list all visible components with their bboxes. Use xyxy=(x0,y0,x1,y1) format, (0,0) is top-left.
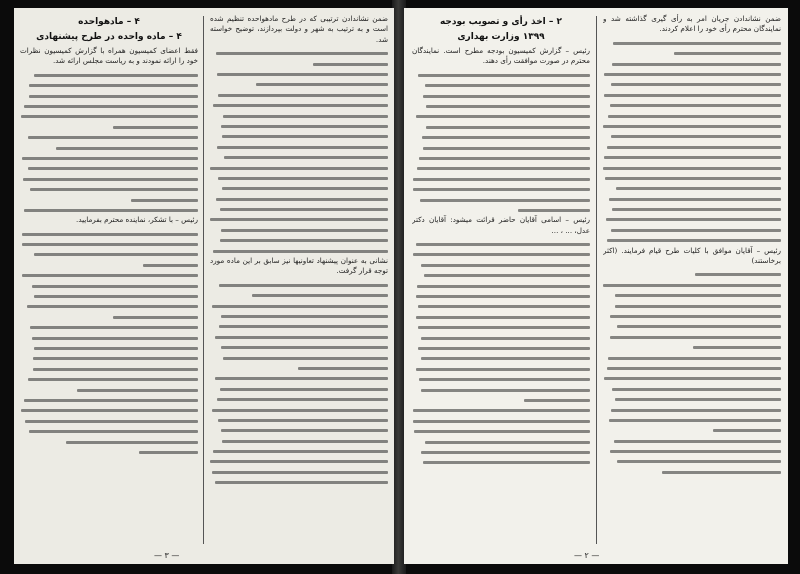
text-line xyxy=(412,80,590,90)
text-line xyxy=(210,415,388,425)
text-line xyxy=(603,321,781,331)
text-line xyxy=(412,122,590,132)
text-line xyxy=(210,384,388,394)
text-line xyxy=(210,467,388,477)
text-line xyxy=(603,225,781,235)
text-line xyxy=(412,184,590,194)
text-line xyxy=(603,142,781,152)
text-line xyxy=(20,132,198,142)
text-line xyxy=(603,183,781,193)
text-line xyxy=(20,101,198,111)
text-line xyxy=(210,142,388,152)
text-line xyxy=(412,322,590,332)
right-page-column-right xyxy=(603,14,781,548)
text-line xyxy=(603,69,781,79)
column-rule xyxy=(596,16,597,544)
text-line xyxy=(603,415,781,425)
text-line xyxy=(603,363,781,373)
text-line xyxy=(603,79,781,89)
text-line xyxy=(20,184,198,194)
text-line xyxy=(412,91,590,101)
paragraph: رئیس – گزارش کمیسیون بودجه مطرح است. نمایندگان محترم در صورت موافقت رأی دهند. xyxy=(412,46,590,66)
text-line xyxy=(412,111,590,121)
text-line xyxy=(20,70,198,80)
text-line xyxy=(603,59,781,69)
text-line xyxy=(412,426,590,436)
text-line xyxy=(20,405,198,415)
text-line xyxy=(603,353,781,363)
page-number: — ۲ — xyxy=(574,551,600,560)
text-line xyxy=(603,121,781,131)
text-line xyxy=(603,436,781,446)
text-line xyxy=(603,100,781,110)
text-line xyxy=(412,101,590,111)
text-line xyxy=(603,373,781,383)
text-line xyxy=(603,342,781,352)
text-line xyxy=(20,333,198,343)
text-line xyxy=(210,100,388,110)
text-line xyxy=(603,48,781,58)
text-line xyxy=(210,246,388,256)
text-line xyxy=(412,374,590,384)
text-line xyxy=(210,311,388,321)
text-line xyxy=(20,322,198,332)
text-line xyxy=(603,163,781,173)
text-line xyxy=(412,270,590,280)
text-line xyxy=(412,343,590,353)
text-line xyxy=(210,59,388,69)
text-line xyxy=(210,342,388,352)
text-line xyxy=(603,332,781,342)
text-line xyxy=(412,301,590,311)
text-line xyxy=(20,174,198,184)
text-line xyxy=(210,301,388,311)
text-line xyxy=(210,204,388,214)
text-lines-a xyxy=(210,48,388,256)
text-line xyxy=(603,290,781,300)
text-line xyxy=(412,395,590,405)
text-line xyxy=(20,249,198,259)
text-line xyxy=(20,80,198,90)
column-rule xyxy=(203,16,204,544)
paragraph: رئیس – آقایان موافق با کلیات طرح قیام فرمایند. (اکثر برخاستند) xyxy=(603,245,781,266)
text-line xyxy=(210,79,388,89)
text-line xyxy=(20,385,198,395)
text-line xyxy=(603,467,781,477)
text-line xyxy=(412,195,590,205)
text-line xyxy=(412,153,590,163)
text-line xyxy=(210,152,388,162)
text-line xyxy=(603,214,781,224)
text-line xyxy=(412,333,590,343)
text-line xyxy=(20,447,198,457)
text-line xyxy=(210,394,388,404)
text-line xyxy=(412,249,590,259)
text-line xyxy=(412,163,590,173)
text-line xyxy=(210,111,388,121)
text-line xyxy=(603,280,781,290)
text-line xyxy=(210,235,388,245)
text-line xyxy=(210,456,388,466)
text-line xyxy=(603,446,781,456)
text-line xyxy=(210,405,388,415)
text-line xyxy=(210,363,388,373)
section-subheading: ۱۳۹۹ وزارت بهداری xyxy=(457,32,545,42)
left-page xyxy=(14,8,394,564)
text-line xyxy=(412,457,590,467)
text-line xyxy=(20,281,198,291)
paragraph: ضمن نشاندادن ترتیبی که در طرح مادهواحده تنظیم شده است و به ترتیب به شهر و دولت بپردازند، توضیح خواسته شد. xyxy=(210,14,388,44)
text-line xyxy=(20,374,198,384)
section-subheading: ۴ – ماده واحده در طرح پیشنهادی xyxy=(36,32,182,42)
text-line xyxy=(20,122,198,132)
text-line xyxy=(412,364,590,374)
text-line xyxy=(603,235,781,245)
text-line xyxy=(20,312,198,322)
text-line xyxy=(210,90,388,100)
text-line xyxy=(210,69,388,79)
left-page-column-left xyxy=(20,14,198,548)
text-lines-c xyxy=(20,70,198,215)
text-line xyxy=(20,395,198,405)
text-line xyxy=(603,425,781,435)
text-line xyxy=(603,456,781,466)
text-line xyxy=(20,260,198,270)
text-line xyxy=(20,153,198,163)
text-lines-e xyxy=(603,38,781,246)
text-line xyxy=(210,446,388,456)
text-line xyxy=(210,436,388,446)
text-line xyxy=(20,239,198,249)
text-line xyxy=(412,239,590,249)
text-line xyxy=(603,90,781,100)
text-line xyxy=(603,131,781,141)
text-line xyxy=(412,437,590,447)
text-line xyxy=(603,301,781,311)
paragraph: نشانی به عنوان پیشنهاد تعاونیها نیز سابق بر این ماده مورد توجه قرار گرفت. xyxy=(210,256,388,276)
text-line xyxy=(20,143,198,153)
text-line xyxy=(20,364,198,374)
text-line xyxy=(603,405,781,415)
text-line xyxy=(20,111,198,121)
text-line xyxy=(20,291,198,301)
text-line xyxy=(210,332,388,342)
paragraph: فقط اعضای کمیسیون همراه با گزارش کمیسیون نظرات خود را ارائه نمودند و به ریاست مجلس ارائه شد. xyxy=(20,46,198,66)
text-line xyxy=(20,195,198,205)
text-line xyxy=(210,373,388,383)
text-line xyxy=(20,343,198,353)
text-line xyxy=(603,111,781,121)
text-line xyxy=(20,205,198,215)
text-line xyxy=(412,447,590,457)
text-line xyxy=(20,416,198,426)
text-lines-b xyxy=(210,280,388,488)
paragraph: رئیس – اسامی آقایان حاضر قرائت میشود: آقایان دکتر عدل، ... ، ... xyxy=(412,215,590,235)
text-line xyxy=(210,290,388,300)
right-page xyxy=(404,8,788,564)
text-line xyxy=(412,281,590,291)
section-heading: ۲ – اخذ رأی و تصویب بودجه xyxy=(439,17,563,27)
text-line xyxy=(210,163,388,173)
text-lines-f xyxy=(603,269,781,477)
text-line xyxy=(20,91,198,101)
text-line xyxy=(210,214,388,224)
text-line xyxy=(20,426,198,436)
text-line xyxy=(603,269,781,279)
text-line xyxy=(210,425,388,435)
text-line xyxy=(412,312,590,322)
text-line xyxy=(603,194,781,204)
text-line xyxy=(412,260,590,270)
text-line xyxy=(603,311,781,321)
text-line xyxy=(210,131,388,141)
text-line xyxy=(20,270,198,280)
text-line xyxy=(210,321,388,331)
right-page-column-left xyxy=(412,14,590,548)
text-line xyxy=(412,143,590,153)
text-lines-g xyxy=(412,70,590,215)
text-line xyxy=(20,437,198,447)
text-line xyxy=(210,194,388,204)
text-line xyxy=(20,163,198,173)
text-line xyxy=(210,183,388,193)
text-line xyxy=(603,38,781,48)
page-number: — ۳ — xyxy=(154,551,180,560)
text-line xyxy=(412,405,590,415)
paragraph: رئیس – با تشکر، نماینده محترم بفرمایید. xyxy=(76,215,198,225)
text-line xyxy=(412,291,590,301)
section-heading: ۴ – مادهواحده xyxy=(78,17,140,27)
text-line xyxy=(603,384,781,394)
paragraph: ضمن نشاندادن جریان امر به رأی گیری گذاشته شد و نمایندگان محترم رأی خود را اعلام کردند. xyxy=(603,14,781,34)
text-line xyxy=(412,205,590,215)
text-line xyxy=(20,353,198,363)
text-line xyxy=(20,229,198,239)
text-line xyxy=(210,48,388,58)
text-line xyxy=(210,280,388,290)
left-page-column-right xyxy=(210,14,388,548)
text-line xyxy=(210,121,388,131)
text-line xyxy=(210,173,388,183)
text-line xyxy=(603,394,781,404)
text-line xyxy=(412,385,590,395)
text-line xyxy=(210,477,388,487)
text-line xyxy=(412,416,590,426)
text-line xyxy=(412,132,590,142)
text-line xyxy=(603,204,781,214)
text-line xyxy=(210,353,388,363)
text-line xyxy=(412,353,590,363)
text-line xyxy=(210,225,388,235)
text-line xyxy=(412,70,590,80)
text-line xyxy=(603,152,781,162)
text-line xyxy=(412,174,590,184)
text-line xyxy=(20,301,198,311)
text-lines-h xyxy=(412,239,590,468)
text-line xyxy=(603,173,781,183)
text-lines-d xyxy=(20,229,198,458)
